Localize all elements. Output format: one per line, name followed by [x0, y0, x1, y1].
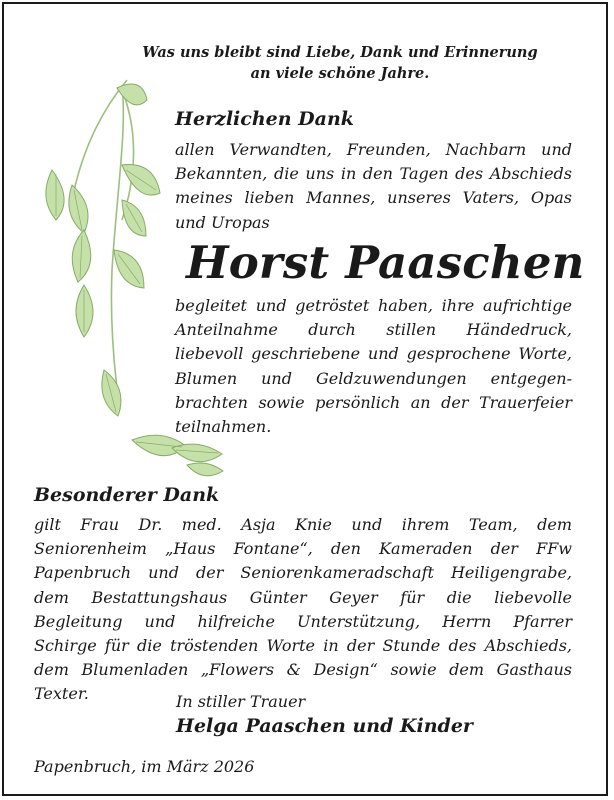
thanks-heading: Herzlichen Dank: [175, 108, 354, 130]
place-date: Papenbruch, im März 2026: [34, 757, 255, 776]
text-line: begleitet und getröstet haben, ihre aufrichtige: [175, 296, 572, 315]
special-thanks-body: [34, 513, 572, 707]
text-line: Anteilnahme durch stillen Händedruck,: [175, 320, 572, 340]
text-line: Seniorenheim „Haus Fontane“, den Kameraden der FFw: [34, 539, 572, 559]
text-line: brachten sowie persönlich an der Trauerfeier: [175, 392, 572, 412]
motto-line-2: an viele schöne Jahre.: [250, 65, 430, 82]
text-line: dem Blumenladen „Flowers & Design“ sowie dem Gasthaus: [34, 660, 572, 680]
text-line: meines lieben Mannes, unseres Vaters, Opas: [175, 188, 572, 208]
text-line: allen Verwandten, Freunden, Nachbarn und: [175, 140, 572, 159]
text-line: teilnahmen.: [175, 417, 272, 437]
motto: [120, 42, 560, 84]
text-line: liebevoll geschriebene und gesprochene Worte,: [175, 344, 572, 364]
thanks-intro: [175, 138, 572, 235]
text-line: dem Bestattungshaus Günter Geyer für die liebevolle: [34, 587, 572, 607]
special-thanks-heading: Besonderer Dank: [34, 484, 220, 506]
text-line: und Uropas: [175, 212, 270, 232]
deceased-name: Horst Paaschen: [186, 236, 585, 289]
text-line: gilt Frau Dr. med. Asja Knie und ihrem Team, dem: [34, 515, 572, 534]
text-line: Bekannten, die uns in den Tagen des Abschieds: [175, 164, 572, 184]
text-line: Papenbruch und der Seniorenkameradschaft Heiligengrabe,: [34, 563, 572, 583]
text-line: Blumen und Geldzuwendungen entgegen-: [175, 368, 572, 388]
family-signature: Helga Paaschen und Kinder: [176, 715, 473, 737]
motto-line-1: Was uns bleibt sind Liebe, Dank und Erinnerung: [142, 44, 538, 61]
text-line: Texter.: [34, 684, 89, 704]
text-line: Begleitung und hilfreiche Unterstützung, Herrn Pfarrer: [34, 611, 572, 631]
text-line: Schirge für die tröstenden Worte in der Stunde des Abschieds,: [34, 636, 572, 656]
thanks-body: [175, 294, 572, 439]
mourning-phrase: In stiller Trauer: [176, 692, 306, 711]
